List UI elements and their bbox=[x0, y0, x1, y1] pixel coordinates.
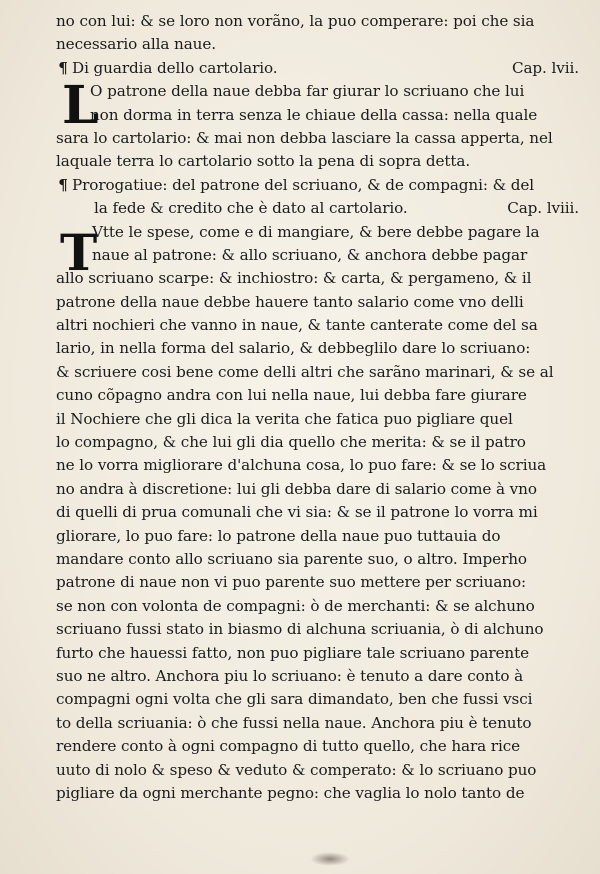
section-heading-58 bbox=[56, 174, 581, 197]
text-line: to della scriuania: ò che fussi nella naue. Anchora piu è tenuto bbox=[56, 713, 532, 732]
text-line: naue al patrone: & allo scriuano, & anchora debbe pagar bbox=[92, 245, 528, 264]
dropcap-T: T bbox=[60, 223, 98, 282]
ink-smudge bbox=[310, 852, 350, 866]
text-line: pigliare da ogni merchante pegno: che vaglia lo nolo tanto de bbox=[56, 783, 525, 802]
text-line: necessario alla naue. bbox=[56, 35, 216, 54]
paragraph-mark-icon: ¶ bbox=[58, 175, 68, 194]
text-line: il Nochiere che gli dica la verita che fatica puo pigliare quel bbox=[56, 409, 513, 428]
text-line: allo scriuano scarpe: & inchiostro: & carta, & pergameno, & il bbox=[56, 269, 532, 288]
text-line: gliorare, lo puo fare: lo patrone della naue puo tuttauia do bbox=[56, 526, 501, 545]
heading-text: Prorogatiue: del patrone del scriuano, & de compagni: & del bbox=[72, 175, 535, 194]
paragraph-mark-icon: ¶ bbox=[58, 58, 68, 77]
section-heading-57 bbox=[56, 57, 581, 80]
text-line: altri nochieri che vanno in naue, & tante canterate come del sa bbox=[56, 316, 538, 335]
text-line: lario, in nella forma del salario, & debbeglilo dare lo scriuano: bbox=[56, 339, 531, 358]
text-line: compagni ogni volta che gli sara dimandato, ben che fussi vsci bbox=[56, 690, 533, 709]
text-line: rendere conto à ogni compagno di tutto quello, che hara rice bbox=[56, 737, 521, 756]
text-line: non dorma in terra senza le chiaue della cassa: nella quale bbox=[90, 105, 538, 124]
text-line: cuno cõpagno andra con lui nella naue, lui debba fare giurare bbox=[56, 386, 527, 405]
text-line: patrone di naue non vi puo parente suo mettere per scriuano: bbox=[56, 573, 527, 592]
text-line: se non con volonta de compagni: ò de merchanti: & se alchuno bbox=[56, 596, 535, 615]
text-line: & scriuere cosi bene come delli altri che sarãno marinari, & se al bbox=[56, 362, 554, 381]
text-line: no con lui: & se loro non vorãno, la puo comperare: poi che sia bbox=[56, 12, 535, 30]
text-line: uuto di nolo & speso & veduto & comperato: & lo scriuano puo bbox=[56, 760, 537, 779]
text-line: no andra à discretione: lui gli debba dare di salario come à vno bbox=[56, 479, 537, 498]
heading-text: la fede & credito che è dato al cartolario. bbox=[94, 199, 408, 218]
text-line: ne lo vorra migliorare d'alchuna cosa, lo puo fare: & se lo scriua bbox=[56, 456, 547, 475]
dropcap-L: L bbox=[62, 75, 99, 136]
heading-text: Di guardia dello cartolario. bbox=[72, 58, 278, 77]
text-line: sara lo cartolario: & mai non debba lasciare la cassa apperta, nel bbox=[56, 128, 553, 147]
text-line: laquale terra lo cartolario sotto la pena di sopra detta. bbox=[56, 152, 471, 171]
chapter-number: Cap. lvii. bbox=[511, 58, 579, 77]
page-text bbox=[56, 10, 581, 805]
text-line: Vtte le spese, come e di mangiare, & bere debbe pagare la bbox=[92, 222, 540, 241]
text-line: O patrone della naue debba far giurar lo scriuano che lui bbox=[90, 82, 525, 101]
text-line: suo ne altro. Anchora piu lo scriuano: è tenuto a dare conto à bbox=[56, 666, 524, 685]
section-heading-58-cont bbox=[56, 197, 581, 220]
text-line: lo compagno, & che lui gli dia quello che merita: & se il patro bbox=[56, 433, 526, 452]
text-line: di quelli di prua comunali che vi sia: & se il patrone lo vorra mi bbox=[56, 503, 538, 522]
text-line: scriuano fussi stato in biasmo di alchuna scriuania, ò di alchuno bbox=[56, 620, 544, 639]
chapter-number: Cap. lviii. bbox=[507, 199, 579, 218]
text-line: patrone della naue debbe hauere tanto salario come vno delli bbox=[56, 292, 524, 311]
text-line: furto che hauessi fatto, non puo pigliare tale scriuano parente bbox=[56, 643, 529, 662]
text-line: mandare conto allo scriuano sia parente suo, o altro. Imperho bbox=[56, 549, 527, 568]
